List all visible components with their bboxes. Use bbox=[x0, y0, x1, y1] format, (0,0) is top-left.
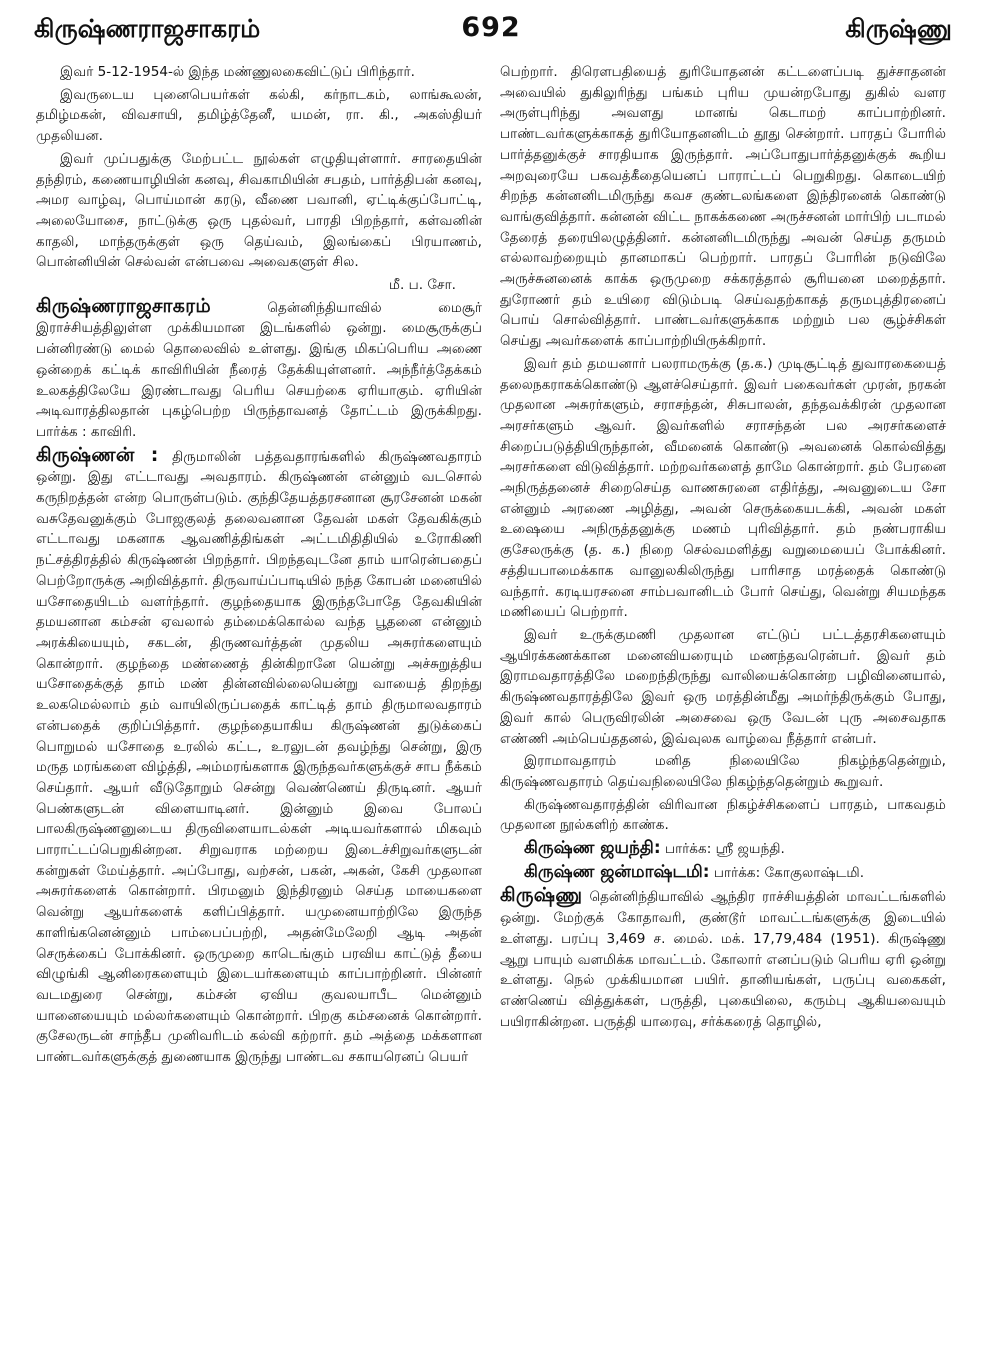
entry-heading: கிருஷ்ணு bbox=[500, 884, 583, 907]
entry-krishna-janmashtami bbox=[500, 862, 946, 884]
page-header bbox=[0, 0, 982, 52]
entry-krishnarajasagaram bbox=[36, 296, 482, 443]
running-head-right: கிருஷ்ணு bbox=[845, 14, 952, 43]
paragraph: பெற்றார். திரௌபதியைத் துரியோதனன் கட்டளைப்படி துச்சாதனன் அவையில் துகிலுரிந்து பங்கம் புரிய முயன்றபோது துகில் வளர அருள்புரிந்து அவளது மானங் கெடாமற் காப்பாற்றினர். பாண்டவர்களுக்காகத் துரியோதனனிடம் தூது சென்றார். பாரதப் போரில் பார்த்தனுக்குச் சாரதியாக இருந்தார். அப்போதுபார்த்தனுக்குக் கூறிய அறவுரையே பகவத்கீதையெனப் பாராட்டப் பெறுகிறது. கொடையிற் சிறந்த கன்னனிடமிருந்து கவச குண்டலங்களை இந்திரனைக் கொண்டு வாங்குவித்தார். கன்னன் விட்ட நாகக்கணை அருச்சனன் மார்பிற் படாமல் தேரைத் தரையிலழுத்தினர். கன்னனிடமிருந்து அவன் செய்த தருமம் எல்லாவற்றையும் தானமாகப் பெற்றார். பாரதப் போரின் நடுவிலே அருச்சுனனைக் காக்க ஒருமுறை சக்கரத்தால் சூரியனை மறைத்தார். துரோணர் தம் உயிரை விடும்படி செய்வதற்காகத் தருமபுத்திரனைப் பொய் சொல்வித்தார். பாண்டவர்களுக்காக மற்றும் பல சூழ்ச்சிகள் செய்து அவர்களைக் காப்பாற்றியிருக்கிறார். bbox=[500, 64, 946, 350]
paragraph: இவர் முப்பதுக்கு மேற்பட்ட நூல்கள் எழுதியுள்ளார். சாரதையின் தந்திரம், கணையாழியின் கனவு, சிவகாமியின் சபதம், பார்த்திபன் கனவு, அமர வாழ்வு, பொய்மான் கரடு, வீணை பவானி, ஏட்டிக்குப்போட்டி, அலையோசை, நாட்டுக்கு ஒரு புதல்வர், பாரதி பிறந்தார், கள்வனின் காதலி, மாந்தருக்குள் ஒரு தெய்வம், இலங்கைப் பிரயாணம், பொன்னியின் செல்வன் என்பவை அவைகளுள் சில. bbox=[36, 150, 482, 271]
paragraph: இவர் 5-12-1954-ல் இந்த மண்ணுலகைவிட்டுப் பிரிந்தார். bbox=[60, 64, 415, 80]
entry-krishna-jayanthi bbox=[500, 838, 946, 860]
paragraph: இவர் தம் தமயனார் பலராமருக்கு (த.க.) முடிசூட்டித் துவாரகையைத் தலைநகராகக்கொண்டு ஆளச்செய்தார். இவர் பகைவர்கள் முரன், நரகன் முதலான அசுரர்களும், சராசந்தன், சிசுபாலன், தந்தவக்கிரன் முதலான அரசர்களும் ஆவர். இவர்களில் சராசந்தன் பல அரசர்களைச் சிறைப்படுத்தியிருந்தான், வீமனைக் கொண்டு அவனைக் கொல்வித்து அரசர்களை விடுவித்தார். மற்றவர்களைத் தாமே கொன்றார். தம் பேரனை அநிருத்தனைச் சிறைசெய்த வாணசுரனை எதிர்த்து, அவனுடைய சோ என்னும் அரணை அழித்து, அவன் செருக்கையடக்கி, அவன் மகள் உஷையை அநிருத்தனுக்கு மணம் புரிவித்தார். தம் நண்பராகிய குசேலருக்கு (த. க.) நிறை செல்வமளித்து வறுமையைப் போக்கினர். சத்தியபாமைக்காக வானுலகிலிருந்து பாரிசாத மரத்தைக் கொண்டு வந்தார். கரடியரசனை சாம்பவானிடம் போர் செய்து, வென்று சியமந்தக மணியைப் பெற்றார். bbox=[500, 355, 946, 621]
entry-text: தென்னிந்தியாவில் மைசூர் இராச்சியத்திலுள்ள முக்கியமான இடங்களில் ஒன்று. மைசூருக்குப் பன்னிரண்டு மைல் தொலைவில் உள்ளது. இங்கு மிகப்பெரிய அணை ஒன்றைக் கட்டிக் காவிரியின் நீரைத் தேக்கியுள்ளனர். அந்நீர்த்தேக்கம் உலகத்திலேயே இரண்டாவது பெரிய செயற்கை ஏரியாகும். ஏரியின் அடிவாரத்திலதான் புகழ்பெற்ற பிருந்தாவனத் தோட்டம் இருக்கிறது. பார்க்க : காவிரி. bbox=[36, 299, 482, 440]
right-column bbox=[500, 62, 946, 1358]
running-head-left: கிருஷ்ணராஜசாகரம் bbox=[34, 14, 261, 43]
entry-krishna-district bbox=[500, 885, 946, 1032]
entry-text: தென்னிந்தியாவில் ஆந்திர ராச்சியத்தின் மாவட்டங்களில் ஒன்று. மேற்குக் கோதாவரி, குண்டூர் மாவட்டங்களுக்கு இடையில் உள்ளது. பரப்பு 3,469 ச. மைல். மக். 17,79,484 (1951). கிருஷ்ணு ஆறு பாயும் வளமிக்க மாவட்டம். கோலார் எனப்படும் பெரிய ஏரி ஒன்று உள்ளது. நெல் முக்கியமான பயிர். தானியங்கள், பருப்பு வகைகள், எண்ணெய் வித்துக்கள், பருத்தி, புகையிலை, கரும்பு ஆகியவையும் பயிராகின்றன. பருத்தி யாரைவு, சர்க்கரைத் தொழில், bbox=[500, 889, 946, 1030]
entry-krishnan bbox=[36, 445, 482, 1068]
entry-heading: கிருஷ்ணன் : bbox=[36, 443, 159, 466]
entry-heading: கிருஷ்ண ஜயந்தி: bbox=[524, 838, 661, 859]
entry-heading: கிருஷ்ணராஜசாகரம் bbox=[36, 294, 211, 317]
left-column bbox=[36, 62, 482, 1358]
entry-heading: கிருஷ்ண ஜன்மாஷ்டமி: bbox=[524, 861, 710, 882]
entry-text: திருமாலின் பத்தவதாரங்களில் கிருஷ்ணவதாரம் ஒன்று. இது எட்டாவது அவதாரம். கிருஷ்ணன் என்னும் வடசொல் கருநிறத்தன் என்ற பொருள்படும். குந்திதேயத்தரசனான சூரசேனன் மகன் வசுதேவனுக்கும் போஜகுலத் தலைவனான தேவன் மகள் தேவகிக்கும் எட்டாவது மகனாக ஆவணித்திங்கள் அட்டமிதிதியில் உரோகிணி நட்சத்திரத்தில் கிருஷ்ணன் பிறந்தார். பிறந்தவுடனே தாம் யாரென்பதைப் பெற்றோருக்கு அறிவித்தார். திருவாய்ப்பாடியில் நந்த கோபன் மனையில் யசோதையிடம் வளர்ந்தார். குழந்தையாக இருந்தபோதே தேவகியின் தமயனான கம்சன் ஏவலால் தம்மைக்கொல்ல வந்த பூதனை என்னும் அரக்கியையும், சகடன், திருணவர்த்தன் முதலிய அசுரர்களையும் கொன்றார். குழந்தை மண்ணைத் தின்கிறானே யென்று அச்சுறுத்திய யசோதைக்குத் தாம் மண் தின்னவில்லையென்று வாயைத் திறந்து உலகமெல்லாம் தம் வாயிலிருப்பதைக் காட்டித் தாம் திருமாலவதாரம் என்பதைக் குறிப்பித்தார். குழந்தையாகிய கிருஷ்ணன் துடுக்கைப் பொறுமல் யசோதை உரலில் கட்ட, உரலுடன் தவழ்ந்து சென்று, இரு மருத மரங்களை விழ்த்தி, அம்மரங்களாக இருந்தவர்களுக்குச் சாப நீக்கம் செய்தார். ஆயர் வீடுதோறும் சென்று வெண்ணெய் திருடினர். ஆயர் பெண்களுடன் விளையாடினர். இன்னும் இவை போலப் பாலகிருஷ்ணனுடைய திருவிளையாடல்கள் அடியவர்களால் மிகவும் பாராட்டப்பெறுகின்றன. சிறுவராக மற்றைய இடைச்சிறுவர்களுடன் கன்றுகள் மேய்த்தார். அப்போது, வற்சன், பகன், அகன், கேசி முதலான அசுரர்களைக் கொன்றார். பிரமனும் இந்திரனும் செய்த மாயைகளை வென்று ஆயர்களைக் களிப்பித்தார். யமுனையாற்றிலே இருந்த காளிங்கனென்னும் பாம்பைப்பற்றி, அதன்மேலேறி ஆடி அதன் செருக்கைப் போக்கினர். ஒருமுறை காடெங்கும் பரவிய காட்டுத் தீயை விழுங்கி ஆனிரைகளையும் இடையர்களையும் காப்பாற்றினர். பின்னர் வடமதுரை சென்று, கம்சன் ஏவிய குவலயாபீட மென்னும் யானையையும் மல்லர்களையும் கொன்றார். பிறகு கம்சனைக் கொன்றார். குசேலருடன் சாந்தீப முனிவரிடம் கல்வி கற்றார். தம் அத்தை மக்களான பாண்டவர்களுக்குத் துணையாக இருந்து பாண்டவ சகாயரெனப் பெயர் bbox=[36, 448, 482, 1066]
paragraph: இராமாவதாரம் மனித நிலையிலே நிகழ்ந்ததென்றும், கிருஷ்ணவதாரம் தெய்வநிலையிலே நிகழ்ந்ததென்றும் கூறுவர். bbox=[500, 753, 946, 790]
entry-text: பார்க்க: ஸ்ரீ ஜயந்தி. bbox=[664, 841, 785, 858]
paragraph: இவருடைய புனைபெயர்கள் கல்கி, கர்நாடகம், லாங்கூலன், தமிழ்மகன், விவசாயி, தமிழ்த்தேனீ, யமன், ரா. கி., அகஸ்தியர் முதலியன. bbox=[36, 86, 482, 145]
page-number: 692 bbox=[461, 12, 521, 43]
paragraph: கிருஷ்ணவதாரத்தின் விரிவான நிகழ்ச்சிகளைப் பாரதம், பாகவதம் முதலான நூல்களிற் காண்க. bbox=[500, 796, 946, 834]
entry-text: பார்க்க: கோகுலாஷ்டமி. bbox=[713, 864, 865, 881]
paragraph: இவர் உருக்குமணி முதலான எட்டுப் பட்டத்தரசிகளையும் ஆயிரக்கணக்கான மனைவியரையும் மணந்தவரென்பர். இவர் தம் இராமவதாரத்திலே மறைந்திருந்து வாலியைக்கொன்ற பழிவினையால், கிருஷ்ணவதாரத்திலே இவர் ஒரு மரத்தின்மீது அமர்ந்திருக்கும் போது, இவர் கால் பெருவிரலின் அசைவை ஒரு வேடன் புரு அசைவதாக எண்ணி அம்பெய்ததனல், இவ்வுலக வாழ்வை நீத்தார் என்பர். bbox=[500, 626, 946, 747]
author-initials: மீ. ப. சோ. bbox=[389, 277, 456, 294]
